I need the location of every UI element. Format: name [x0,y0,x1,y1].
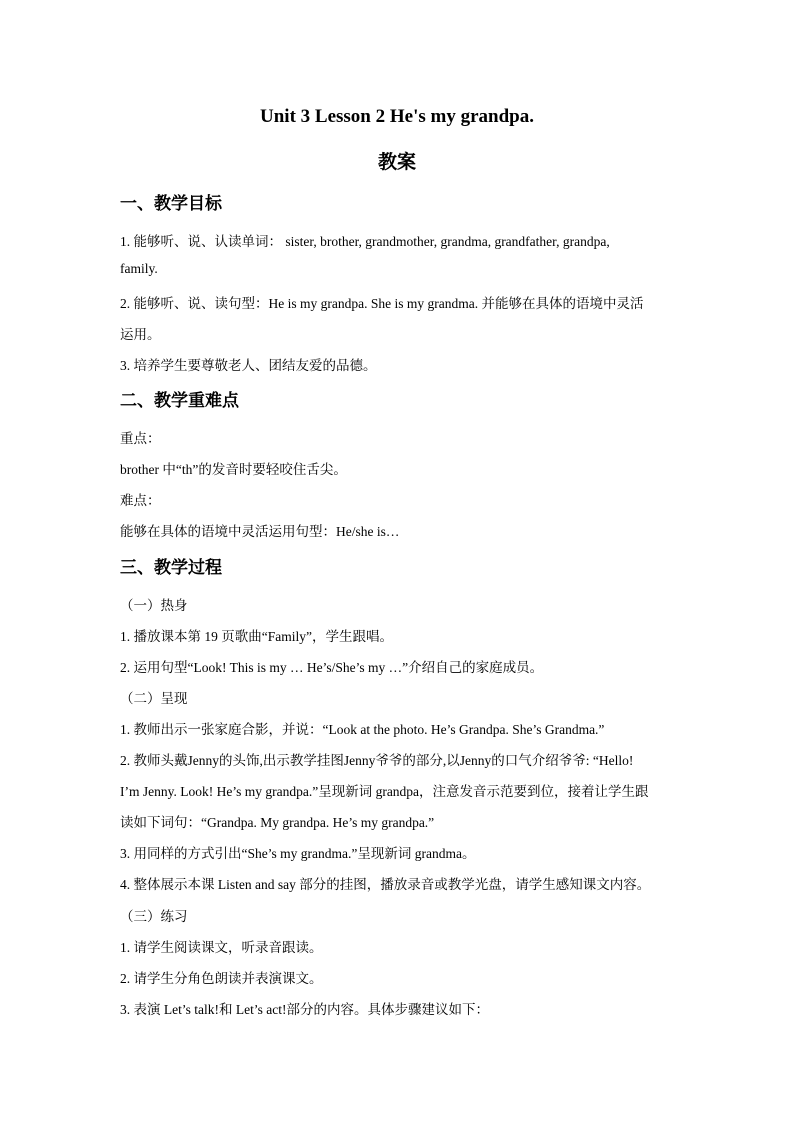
process-line-cont: I’m Jenny. Look! He’s my grandpa.”呈现新词 grandpa，注意发音示范要到位，接着让学生跟 [120,784,649,799]
objective-line: 1. 能够听、说、认读单词： sister, brother, grandmother, grandma, grandfather, grandpa, [120,234,610,249]
document-subtitle: 教案 [377,152,416,173]
section-heading-objectives: 一、教学目标 [120,194,222,213]
difficulty-label: 难点： [120,493,161,508]
process-line: 1. 请学生阅读课文，听录音跟读。 [120,940,323,955]
process-line: 1. 播放课本第 19 页歌曲“Family”，学生跟唱。 [120,629,393,644]
key-point-label: 重点： [120,431,161,446]
objective-line: 2. 能够听、说、读句型：He is my grandpa. She is my grandma. 并能够在具体的语境中灵活 [120,296,644,311]
section-heading-key-points: 二、教学重难点 [120,391,239,410]
process-line: 2. 请学生分角色朗读并表演课文。 [120,971,323,986]
objective-line: 3. 培养学生要尊敬老人、团结友爱的品德。 [120,358,377,373]
process-line: 3. 表演 Let’s talk!和 Let’s act!部分的内容。具体步骤建议如下： [120,1002,489,1017]
objective-line-cont: 运用。 [120,327,161,342]
difficulty-text: 能够在具体的语境中灵活运用句型：He/she is… [120,524,400,539]
process-line: 2. 教师头戴Jenny的头饰,出示教学挂图Jenny爷爷的部分,以Jenny的口气介绍爷爷: “Hello! [120,753,634,768]
key-point-text: brother 中“th”的发音时要轻咬住舌尖。 [120,462,347,477]
objective-line-cont: family. [120,261,158,276]
process-line: 1. 教师出示一张家庭合影，并说：“Look at the photo. He’s Grandpa. She’s Grandma.” [120,722,605,737]
process-line-cont: 读如下词句：“Grandpa. My grandpa. He’s my grandpa.” [120,815,435,830]
document-title: Unit 3 Lesson 2 He's my grandpa. [260,106,534,127]
subsection-label-presentation: （二）呈现 [120,691,188,706]
subsection-label-practice: （三）练习 [120,909,188,924]
section-heading-process: 三、教学过程 [120,558,222,577]
subsection-label-warmup: （一）热身 [120,598,188,613]
process-line: 4. 整体展示本课 Listen and say 部分的挂图，播放录音或教学光盘，请学生感知课文内容。 [120,877,651,892]
process-line: 2. 运用句型“Look! This is my … He’s/She’s my …”介绍自己的家庭成员。 [120,660,544,675]
process-line: 3. 用同样的方式引出“She’s my grandma.”呈现新词 grandma。 [120,846,476,861]
